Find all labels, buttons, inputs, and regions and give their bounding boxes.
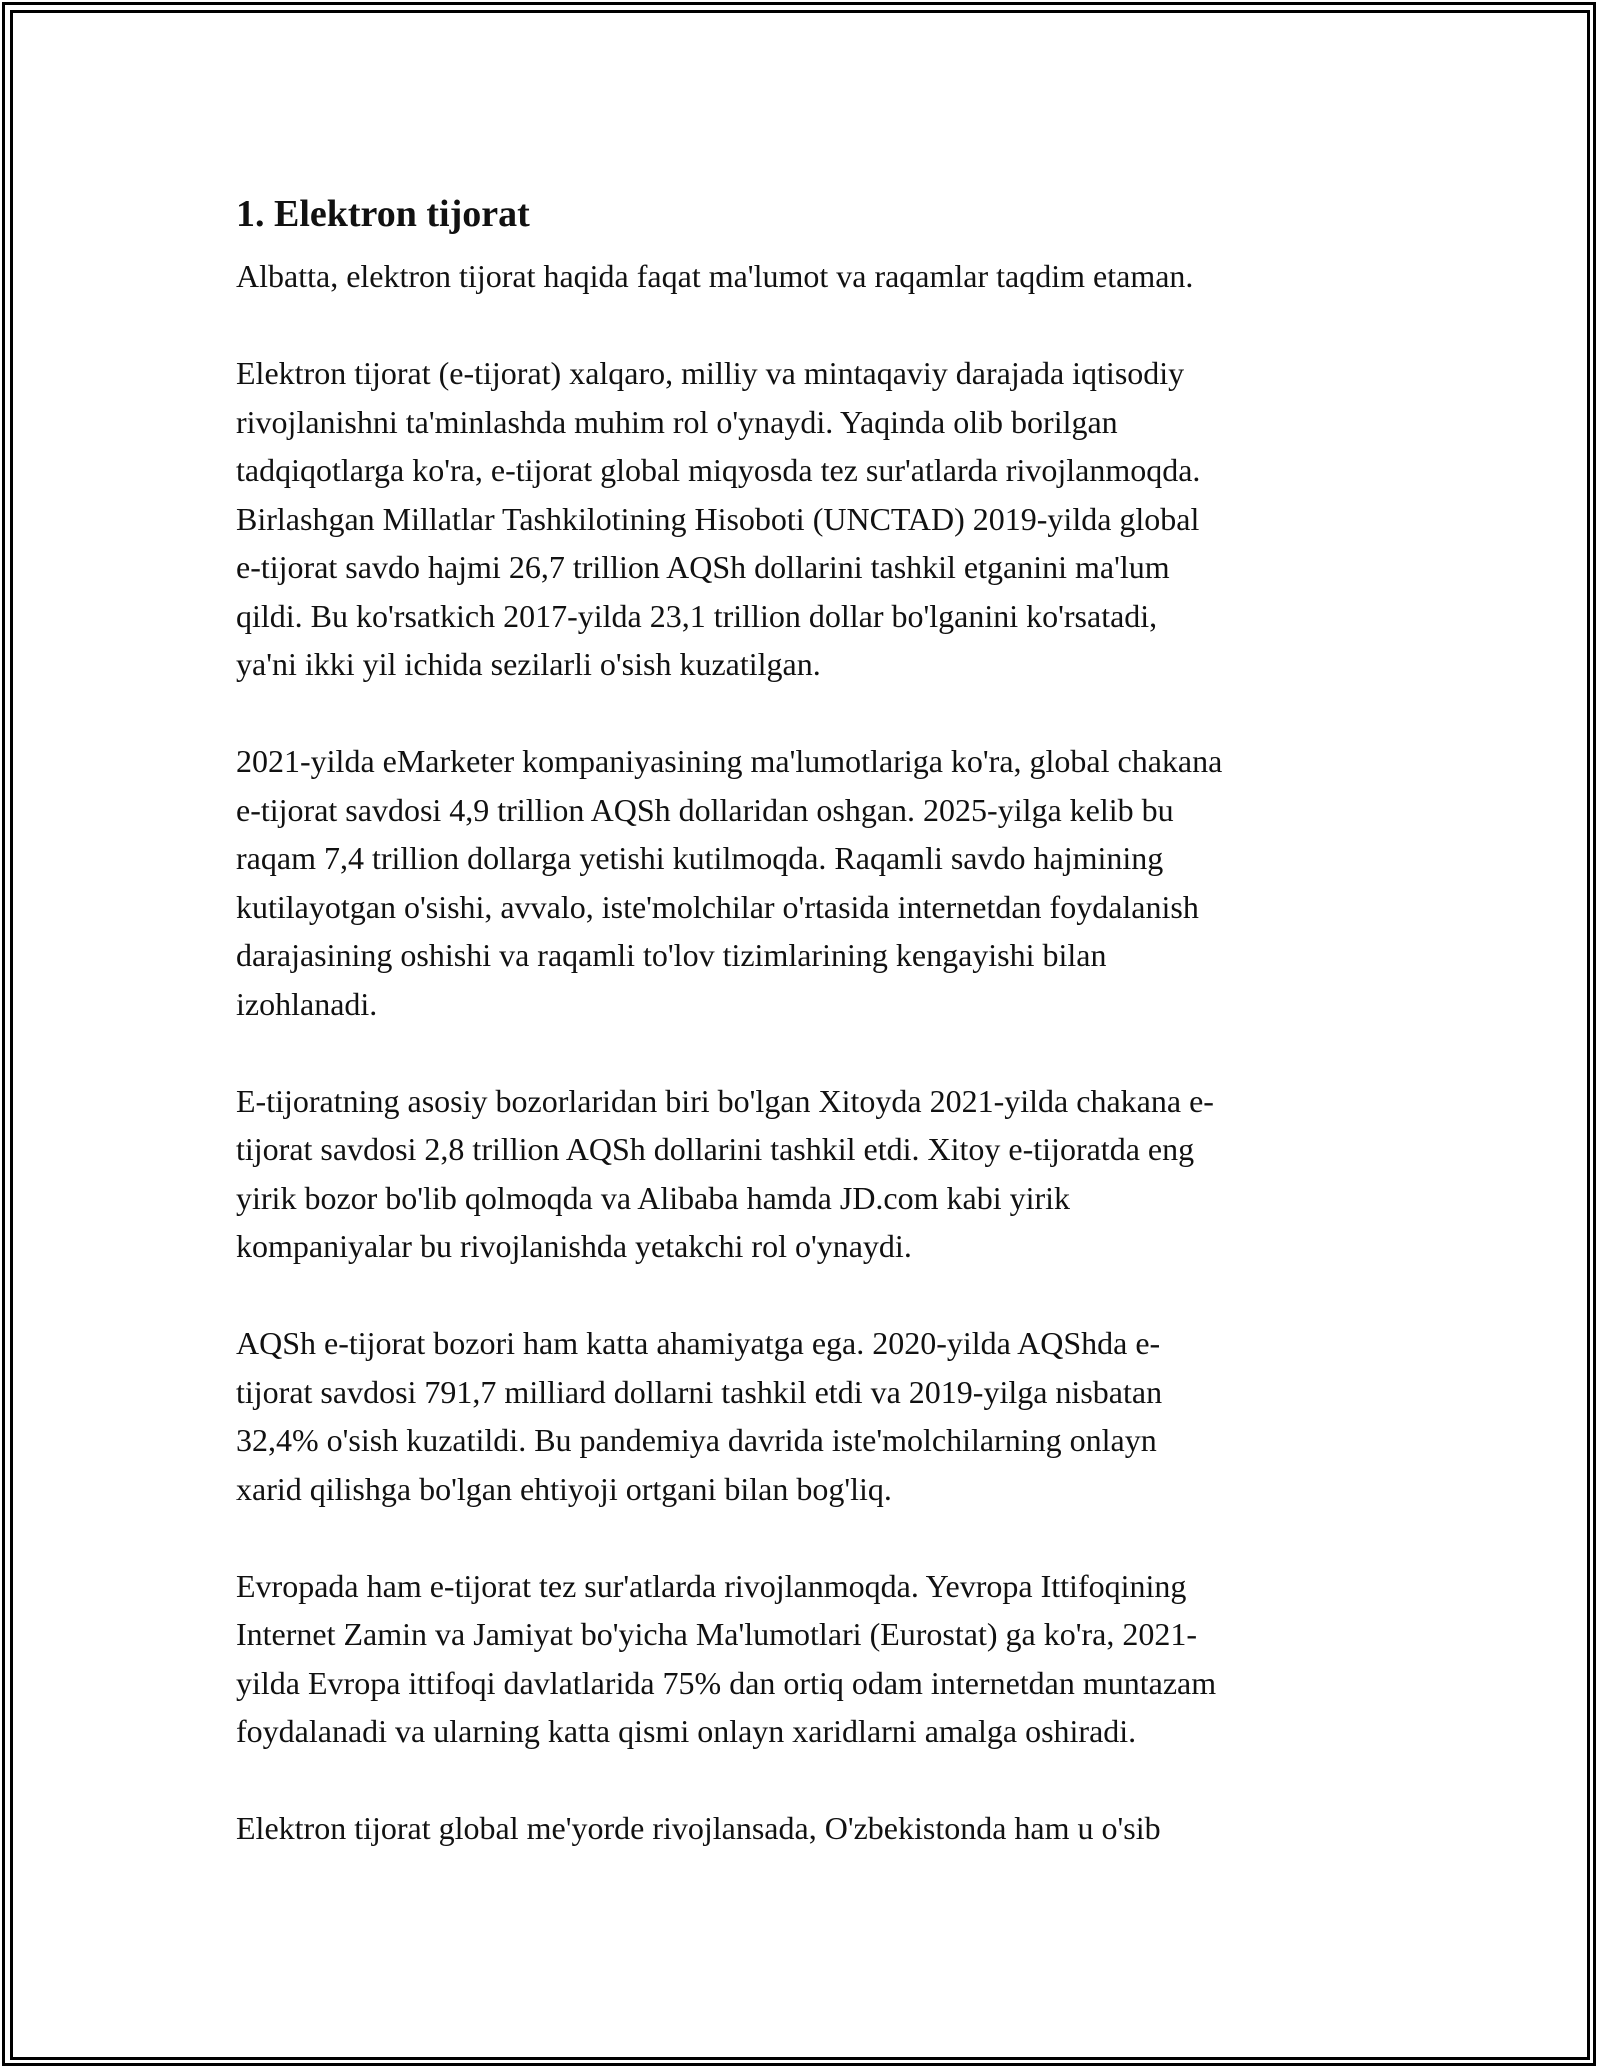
paragraph: [236, 252, 1376, 301]
text-line: kutilayotgan o'sishi, avvalo, iste'molchilar o'rtasida internetdan foydalanish: [236, 888, 1199, 925]
text-line: AQSh e-tijorat bozori ham katta ahamiyatga ega. 2020-yilda AQShda e-: [236, 1325, 1161, 1361]
text-line: izohlanadi.: [236, 985, 378, 1022]
paragraph: [236, 349, 1376, 689]
text-line: Albatta, elektron tijorat haqida faqat ma'lumot va raqamlar taqdim etaman.: [236, 258, 1194, 294]
paragraph: [236, 1804, 1376, 1853]
text-line: qildi. Bu ko'rsatkich 2017-yilda 23,1 trillion dollar bo'lganini ko'rsatadi,: [236, 597, 1158, 634]
paragraph: [236, 1077, 1376, 1271]
text-line: Elektron tijorat global me'yorde rivojlansada, O'zbekistonda ham u o'sib: [236, 1810, 1161, 1846]
paragraph: [236, 1319, 1376, 1513]
text-line: rivojlanishni ta'minlashda muhim rol o'ynaydi. Yaqinda olib borilgan: [236, 403, 1118, 440]
text-line: Elektron tijorat (e-tijorat) xalqaro, milliy va mintaqaviy darajada iqtisodiy: [236, 355, 1185, 391]
text-line: darajasining oshishi va raqamli to'lov tizimlarining kengayishi bilan: [236, 937, 1107, 973]
paragraph: [236, 737, 1376, 1028]
text-line: yilda Evropa ittifoqi davlatlarida 75% dan ortiq odam internetdan muntazam: [236, 1664, 1217, 1701]
text-line: Birlashgan Millatlar Tashkilotining Hisoboti (UNCTAD) 2019-yilda global: [236, 500, 1200, 537]
text-line: E-tijoratning asosiy bozorlaridan biri bo'lgan Xitoyda 2021-yilda chakana e-: [236, 1082, 1214, 1119]
text-line: xarid qilishga bo'lgan ehtiyoji ortgani bilan bog'liq.: [236, 1470, 892, 1507]
text-line: Evropada ham e-tijorat tez sur'atlarda rivojlanmoqda. Yevropa Ittifoqining: [236, 1567, 1187, 1604]
text-line: 2021-yilda eMarketer kompaniyasining ma'lumotlariga ko'ra, global chakana: [236, 743, 1223, 779]
paragraph-list: [236, 252, 1376, 1853]
text-line: tijorat savdosi 791,7 milliard dollarni tashkil etdi va 2019-yilga nisbatan: [236, 1373, 1163, 1410]
text-line: ya'ni ikki yil ichida sezilarli o'sish kuzatilgan.: [236, 646, 821, 682]
text-line: e-tijorat savdo hajmi 26,7 trillion AQSh dollarini tashkil etganini ma'lum: [236, 549, 1170, 585]
text-line: tijorat savdosi 2,8 trillion AQSh dollarini tashkil etdi. Xitoy e-tijoratda eng: [236, 1131, 1195, 1167]
document-body: [236, 186, 1376, 1901]
text-line: foydalanadi va ularning katta qismi onlayn xaridlarni amalga oshiradi.: [236, 1713, 1137, 1749]
paragraph: [236, 1562, 1376, 1756]
text-line: 32,4% o'sish kuzatildi. Bu pandemiya davrida iste'molchilarning onlayn: [236, 1422, 1157, 1458]
text-line: Internet Zamin va Jamiyat bo'yicha Ma'lumotlari (Eurostat) ga ko'ra, 2021-: [236, 1616, 1197, 1652]
section-heading: 1. Elektron tijorat: [236, 193, 530, 235]
text-line: yirik bozor bo'lib qolmoqda va Alibaba hamda JD.com kabi yirik: [236, 1179, 1071, 1216]
text-line: kompaniyalar bu rivojlanishda yetakchi rol o'ynaydi.: [236, 1228, 912, 1264]
text-line: e-tijorat savdosi 4,9 trillion AQSh dollaridan oshgan. 2025-yilga kelib bu: [236, 791, 1174, 828]
text-line: raqam 7,4 trillion dollarga yetishi kutilmoqda. Raqamli savdo hajmining: [236, 840, 1164, 876]
text-line: tadqiqotlarga ko'ra, e-tijorat global miqyosda tez sur'atlarda rivojlanmoqda.: [236, 452, 1201, 488]
